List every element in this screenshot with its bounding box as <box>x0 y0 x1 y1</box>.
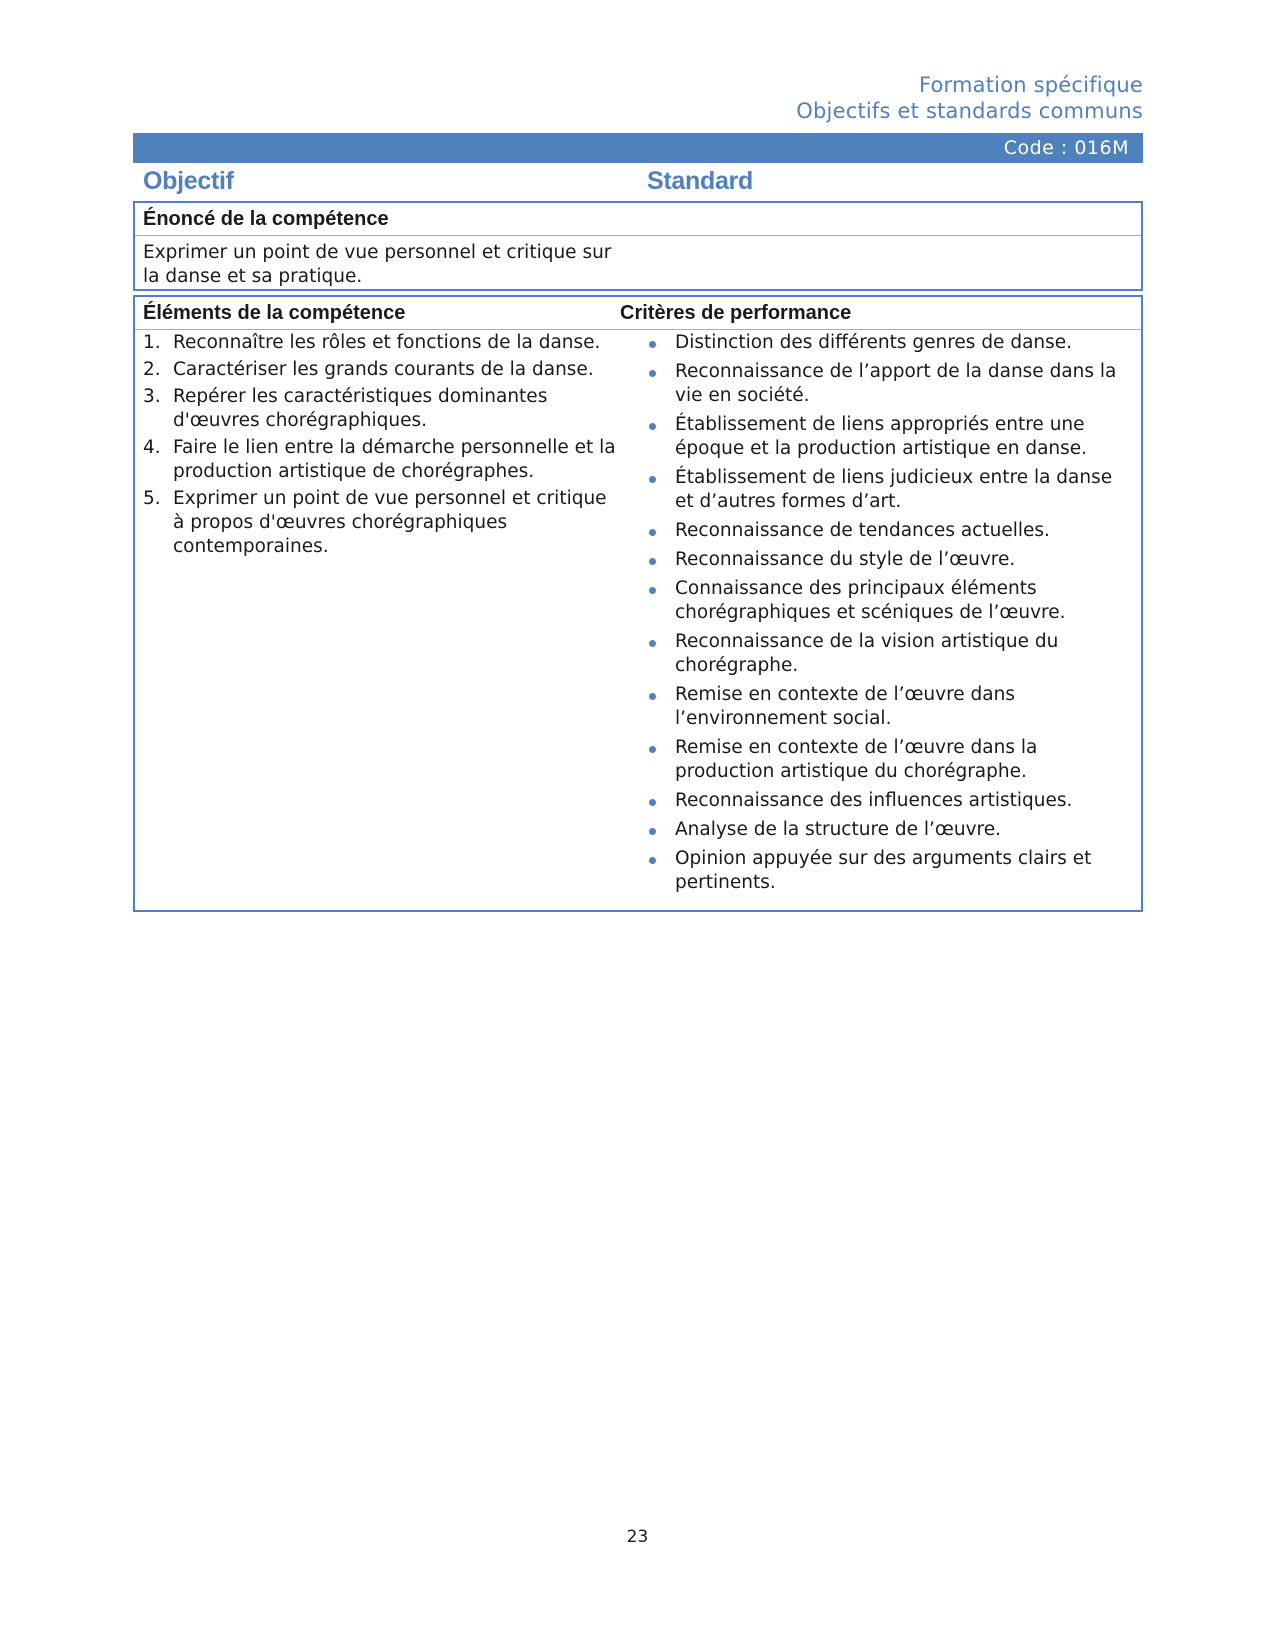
criteres-label: Critères de performance <box>620 302 852 324</box>
enonce-section <box>133 201 1143 291</box>
bullet-icon <box>649 693 656 700</box>
criteria-item <box>645 548 1120 572</box>
criteria-item <box>645 577 1120 625</box>
element-text: Faire le lien entre la démarche personnelle et la production artistique de chorégraphes. <box>173 437 616 482</box>
criteria-list <box>645 331 1120 900</box>
criteria-text: Analyse de la structure de l’œuvre. <box>675 819 1001 840</box>
elements-header-row <box>135 297 1141 330</box>
element-item <box>143 358 623 382</box>
criteria-item <box>645 413 1120 461</box>
header-line-1: Formation spécifique <box>918 73 1143 97</box>
page-number: 23 <box>626 1527 649 1547</box>
bullet-icon <box>649 587 656 594</box>
criteria-item <box>645 630 1120 678</box>
elements-list <box>143 331 623 562</box>
column-heading-standard: Standard <box>647 167 753 195</box>
column-heading-objectif: Objectif <box>143 167 234 195</box>
enonce-label: Énoncé de la compétence <box>143 208 389 230</box>
bullet-icon <box>649 476 656 483</box>
criteria-text: Reconnaissance des influences artistiques. <box>675 790 1073 811</box>
criteria-item <box>645 847 1120 895</box>
criteria-text: Établissement de liens appropriés entre une époque et la production artistique en danse. <box>675 414 1088 459</box>
criteria-item <box>645 331 1120 355</box>
header-line-2: Objectifs et standards communs <box>796 99 1143 123</box>
element-text: Caractériser les grands courants de la danse. <box>173 359 594 380</box>
criteria-text: Connaissance des principaux éléments chorégraphiques et scéniques de l’œuvre. <box>675 578 1066 623</box>
criteria-item <box>645 789 1120 813</box>
bullet-icon <box>649 857 656 864</box>
element-number: 3. <box>143 386 161 407</box>
criteria-text: Remise en contexte de l’œuvre dans l’environnement social. <box>675 684 1015 729</box>
bullet-icon <box>649 558 656 565</box>
code-label: Code : 016M <box>1003 137 1129 159</box>
criteria-text: Remise en contexte de l’œuvre dans la production artistique du chorégraphe. <box>675 737 1038 782</box>
criteria-item <box>645 736 1120 784</box>
criteria-text: Reconnaissance de tendances actuelles. <box>675 520 1050 541</box>
element-number: 5. <box>143 488 161 509</box>
element-number: 4. <box>143 437 161 458</box>
criteria-item <box>645 818 1120 842</box>
elements-label: Éléments de la compétence <box>143 302 406 324</box>
criteria-item <box>645 683 1120 731</box>
element-number: 1. <box>143 332 161 353</box>
bullet-icon <box>649 799 656 806</box>
criteria-text: Reconnaissance de l’apport de la danse dans la vie en société. <box>675 361 1117 406</box>
criteria-text: Établissement de liens judicieux entre la danse et d’autres formes d’art. <box>675 467 1113 512</box>
criteria-item <box>645 360 1120 408</box>
element-item <box>143 487 623 559</box>
bullet-icon <box>649 529 656 536</box>
enonce-header-row <box>135 203 1141 236</box>
elements-section <box>133 295 1143 912</box>
element-text: Repérer les caractéristiques dominantes d'œuvres chorégraphiques. <box>173 386 548 431</box>
criteria-item <box>645 466 1120 514</box>
criteria-text: Distinction des différents genres de danse. <box>675 332 1073 353</box>
element-item <box>143 385 623 433</box>
bullet-icon <box>649 370 656 377</box>
bullet-icon <box>649 423 656 430</box>
criteria-text: Reconnaissance du style de l’œuvre. <box>675 549 1016 570</box>
bullet-icon <box>649 640 656 647</box>
page-header <box>796 72 1143 124</box>
bullet-icon <box>649 746 656 753</box>
element-text: Reconnaître les rôles et fonctions de la danse. <box>173 332 601 353</box>
enonce-text: Exprimer un point de vue personnel et critique sur la danse et sa pratique. <box>143 242 612 287</box>
criteria-item <box>645 519 1120 543</box>
code-bar <box>133 133 1143 163</box>
bullet-icon <box>649 828 656 835</box>
criteria-text: Opinion appuyée sur des arguments clairs et pertinents. <box>675 848 1092 893</box>
element-item <box>143 436 623 484</box>
element-number: 2. <box>143 359 161 380</box>
element-item <box>143 331 623 355</box>
criteria-text: Reconnaissance de la vision artistique du chorégraphe. <box>675 631 1059 676</box>
bullet-icon <box>649 341 656 348</box>
element-text: Exprimer un point de vue personnel et critique à propos d'œuvres chorégraphiques contemporaines. <box>173 488 607 557</box>
